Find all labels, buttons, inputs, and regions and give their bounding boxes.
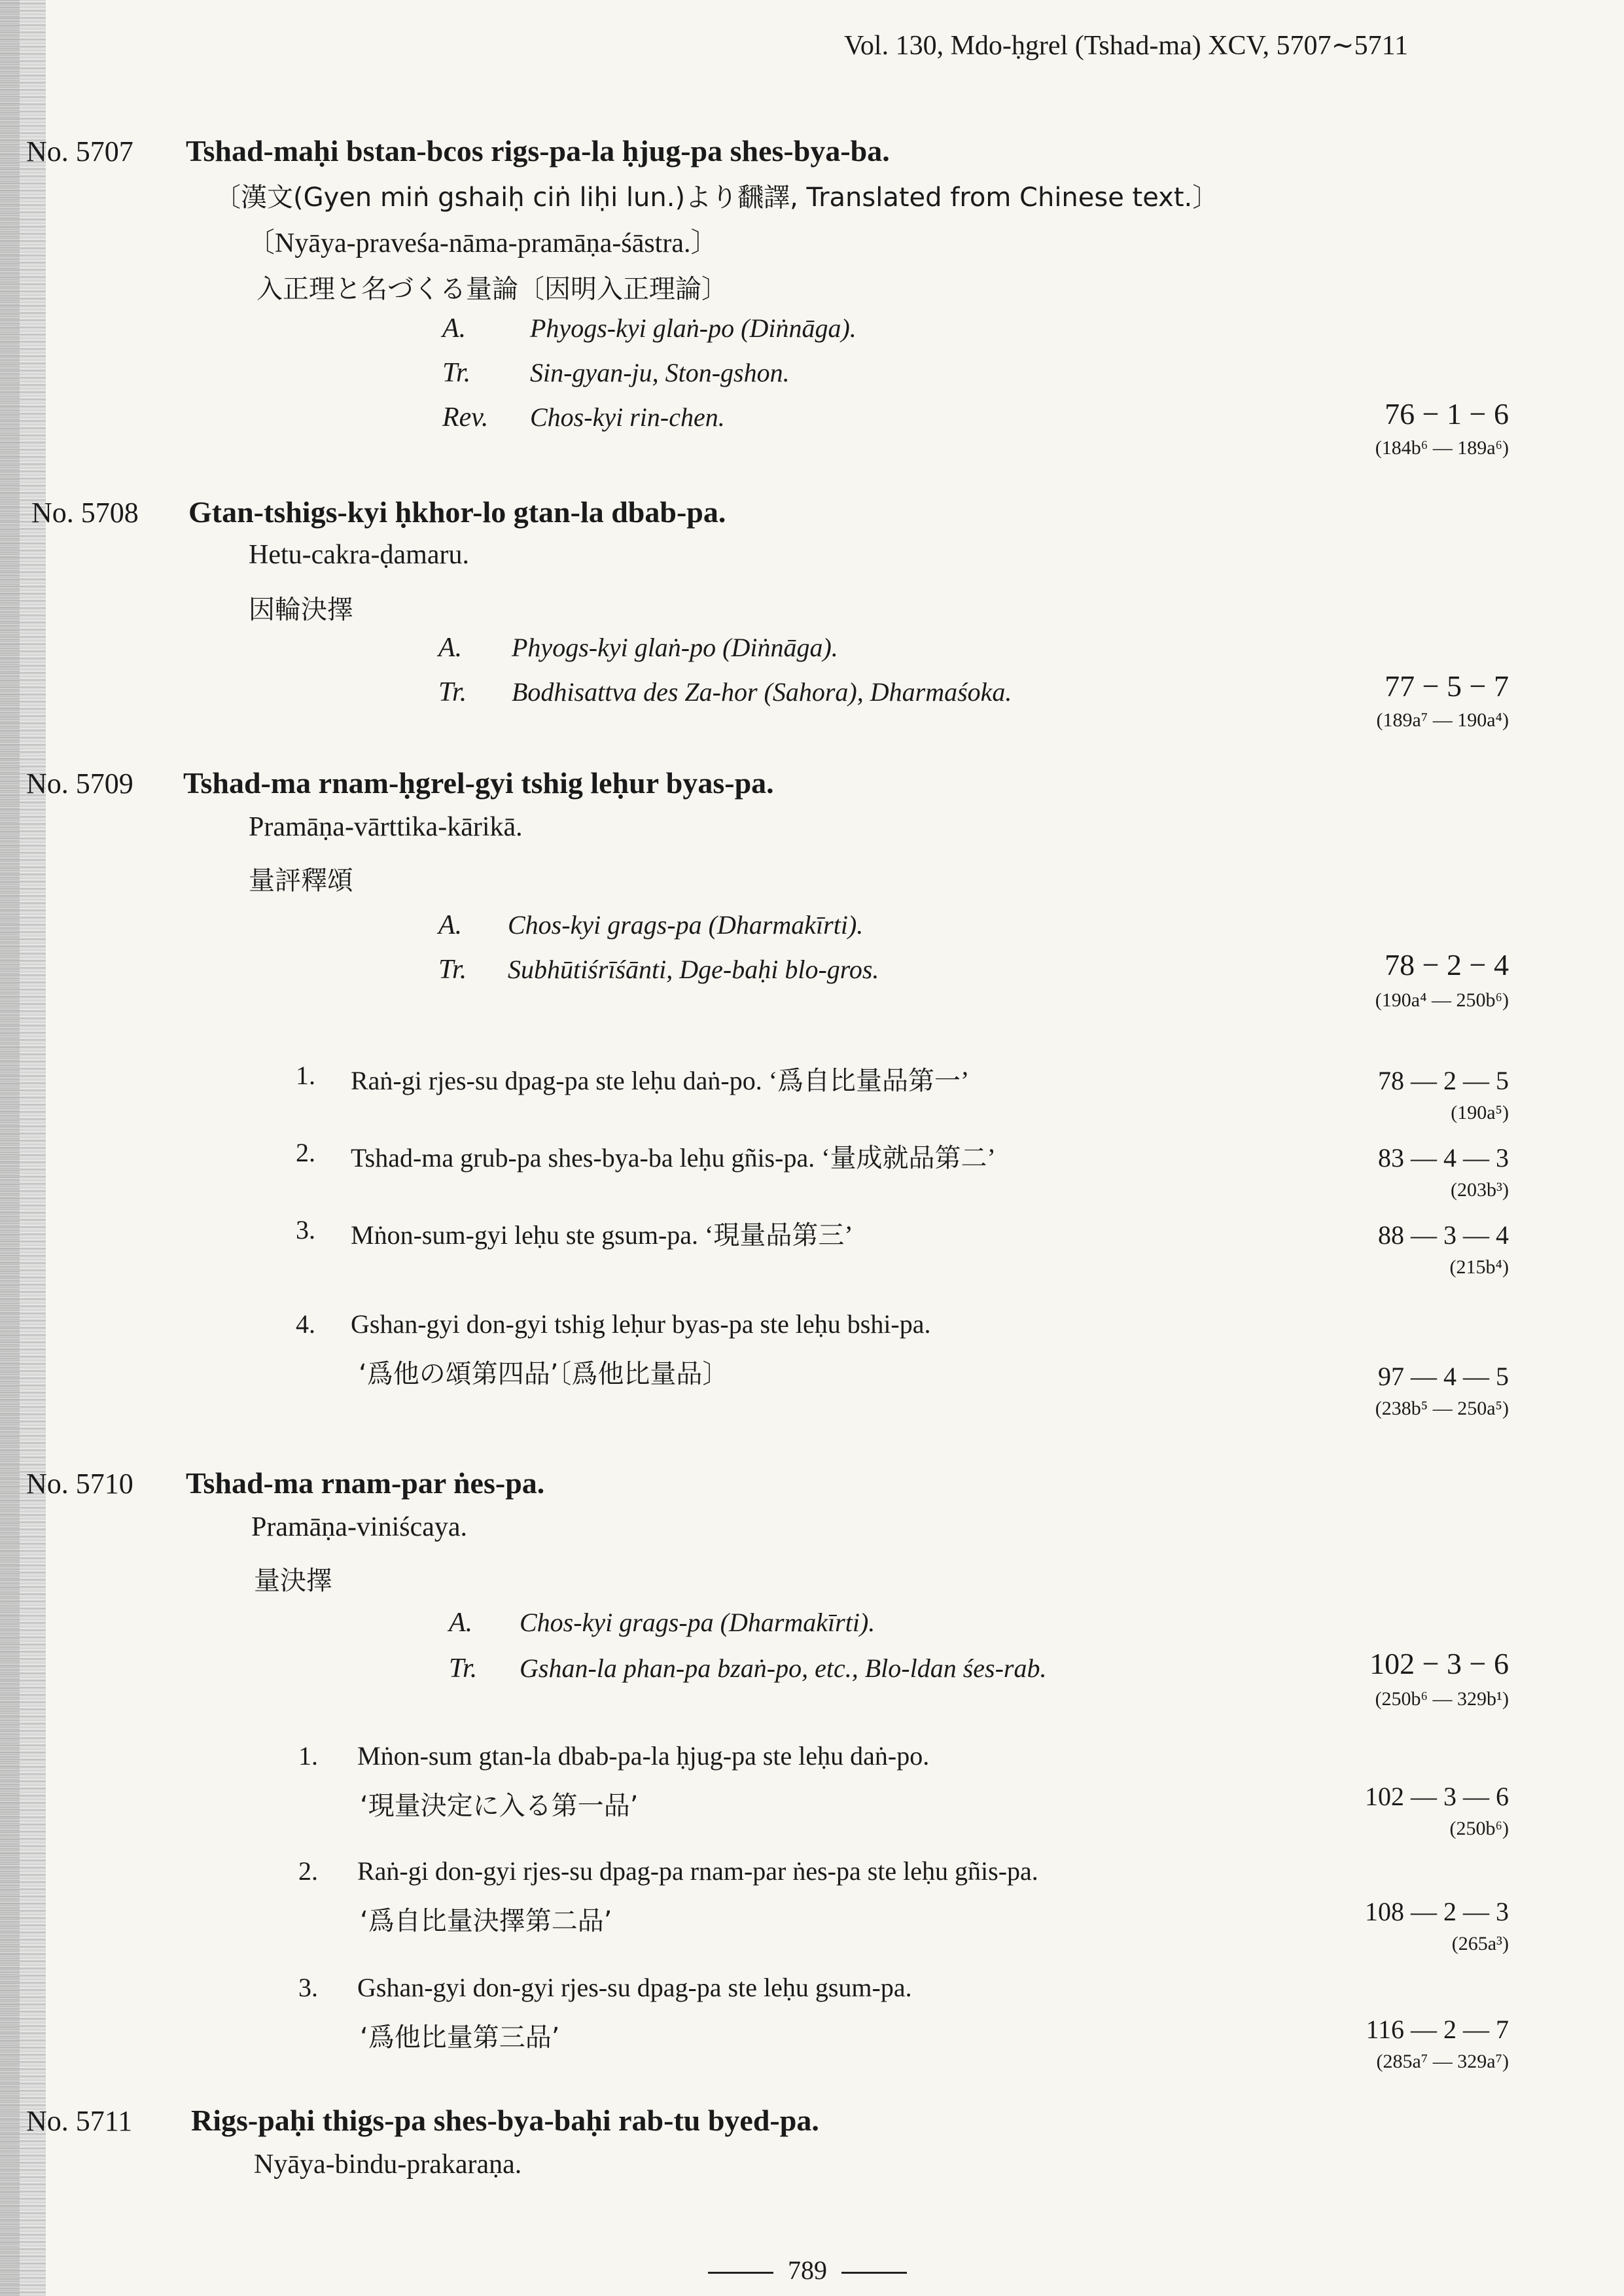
chapter-reference: 102 — 3 — 6: [1365, 1782, 1509, 1811]
chapter-japanese: ‘爲自比量決擇第二品’: [360, 1906, 612, 1936]
credit-value: Chos-kyi grags-pa (Dharmakīrti).: [520, 1608, 875, 1637]
translation-note: 〔漢文(Gyen miṅ gshaiḥ ciṅ liḥi lun.)より飜譯, Translated from Chinese text.〕: [215, 183, 1219, 213]
credit-value: Phyogs-kyi glaṅ-po (Diṅnāga).: [530, 313, 856, 343]
chapter-folio: (265a³): [1451, 1933, 1509, 1954]
japanese-title: 量決擇: [254, 1566, 332, 1596]
credit-label: Tr.: [438, 677, 467, 707]
chapter-title: Raṅ-gi don-gyi rjes-su dpag-pa rnam-par ṅes-pa ste leḥu gñis-pa.: [357, 1856, 1038, 1886]
chapter-title: Mṅon-sum-gyi leḥu ste gsum-pa. ‘現量品第三’: [351, 1220, 853, 1250]
chapter-japanese: ‘爲他の頌第四品’〔爲他比量品〕: [359, 1359, 729, 1389]
chapter-title: Mṅon-sum gtan-la dbab-pa-la ḥjug-pa ste leḥu daṅ-po.: [357, 1741, 930, 1771]
entry-title: Tshad-ma rnam-ḥgrel-gyi tshig leḥur byas-pa.: [183, 766, 774, 800]
chapter-number: 3.: [296, 1215, 315, 1245]
chapter-number: 2.: [298, 1856, 318, 1886]
chapter-title: Gshan-gyi don-gyi rjes-su dpag-pa ste leḥu gsum-pa.: [357, 1973, 912, 2002]
sanskrit-title: Pramāṇa-vārttika-kārikā.: [249, 812, 523, 842]
chapter-reference: 78 — 2 — 5: [1378, 1066, 1509, 1095]
chapter-number: 3.: [298, 1973, 318, 2002]
chapter-folio: (203b³): [1451, 1179, 1509, 1201]
footer-rule-right: [841, 2272, 907, 2274]
page-footer: [694, 2255, 921, 2286]
credit-label: A.: [438, 633, 463, 663]
chapter-folio: (285a⁷ — 329a⁷): [1376, 2051, 1509, 2072]
entry-title: Gtan-tshigs-kyi ḥkhor-lo gtan-la dbab-pa.: [188, 495, 726, 529]
chapter-number: 1.: [298, 1741, 318, 1771]
chapter-number: 2.: [296, 1138, 315, 1167]
credit-value: Phyogs-kyi glaṅ-po (Diṅnāga).: [512, 633, 838, 662]
entry-number: No. 5709: [26, 768, 133, 800]
chapter-title: Raṅ-gi rjes-su dpag-pa ste leḥu daṅ-po. ‘爲自比量品第一’: [351, 1066, 970, 1095]
chapter-folio: (238b⁵ — 250a⁵): [1375, 1398, 1509, 1419]
chapter-folio: (215b⁴): [1449, 1256, 1509, 1278]
credit-value: Subhūtiśrīśānti, Dge-baḥi blo-gros.: [508, 955, 879, 984]
entry-title: Tshad-maḥi bstan-bcos rigs-pa-la ḥjug-pa shes-bya-ba.: [186, 134, 890, 168]
entry-number: No. 5707: [26, 135, 133, 168]
credit-value: Sin-gyan-ju, Ston-gshon.: [530, 358, 790, 387]
chapter-reference: 97 — 4 — 5: [1378, 1362, 1509, 1391]
chapter-reference: 108 — 2 — 3: [1365, 1897, 1509, 1926]
running-header: Vol. 130, Mdo-ḥgrel (Tshad-ma) XCV, 5707∼5711: [844, 31, 1409, 61]
folio-range: (189a⁷ — 190a⁴): [1376, 709, 1509, 731]
folio-range: (184b⁶ — 189a⁶): [1375, 437, 1509, 459]
credit-label: A.: [449, 1608, 473, 1638]
credit-label: Tr.: [438, 955, 467, 985]
japanese-title: 量評釋頌: [249, 866, 353, 896]
chapter-folio: (250b⁶): [1449, 1818, 1509, 1839]
credit-value: Gshan-la phan-pa bzaṅ-po, etc., Blo-ldan śes-rab.: [520, 1653, 1047, 1683]
credit-value: Chos-kyi rin-chen.: [530, 402, 725, 432]
folio-range: (250b⁶ — 329b¹): [1375, 1688, 1509, 1710]
sanskrit-title: 〔Nyāya-praveśa-nāma-pramāṇa-śāstra.〕: [247, 228, 718, 258]
chapter-reference: 116 — 2 — 7: [1366, 2015, 1509, 2044]
binding-shadow: [0, 0, 46, 2296]
page-number: 789: [788, 2255, 827, 2285]
chapter-number: 1.: [296, 1061, 315, 1090]
entry-title: Rigs-paḥi thigs-pa shes-bya-baḥi rab-tu byed-pa.: [191, 2104, 819, 2137]
chapter-folio: (190a⁵): [1451, 1102, 1509, 1123]
entry-number: No. 5708: [31, 497, 139, 529]
japanese-title: 因輪決擇: [249, 595, 353, 625]
folio-range: (190a⁴ — 250b⁶): [1375, 989, 1509, 1011]
chapter-title: Tshad-ma grub-pa shes-bya-ba leḥu gñis-pa. ‘量成就品第二’: [351, 1143, 996, 1173]
credit-label: Tr.: [442, 358, 471, 388]
entry-number: No. 5710: [26, 1468, 133, 1500]
chapter-japanese: ‘爲他比量第三品’: [360, 2022, 560, 2053]
credit-value: Chos-kyi grags-pa (Dharmakīrti).: [508, 910, 864, 940]
credit-label: A.: [442, 313, 467, 344]
chapter-reference: 83 — 4 — 3: [1378, 1143, 1509, 1173]
volume-reference: 76 − 1 − 6: [1385, 397, 1509, 431]
sanskrit-title: Hetu-cakra-ḍamaru.: [249, 540, 469, 570]
entry-title: Tshad-ma rnam-par ṅes-pa.: [186, 1466, 545, 1500]
sanskrit-title: Pramāṇa-viniścaya.: [251, 1512, 468, 1542]
credit-label: Tr.: [449, 1653, 478, 1684]
chapter-reference: 88 — 3 — 4: [1378, 1220, 1509, 1250]
entry-number: No. 5711: [26, 2105, 133, 2137]
sanskrit-title: Nyāya-bindu-prakaraṇa.: [254, 2149, 522, 2180]
footer-rule-left: [708, 2272, 773, 2274]
credit-label: A.: [438, 910, 463, 940]
japanese-title: 入正理と名づくる量論〔因明入正理論〕: [256, 274, 728, 304]
volume-reference: 78 − 2 − 4: [1385, 948, 1509, 981]
chapter-number: 4.: [296, 1309, 315, 1339]
volume-reference: 102 − 3 − 6: [1369, 1647, 1509, 1680]
credit-label: Rev.: [442, 402, 489, 433]
chapter-japanese: ‘現量決定に入る第一品’: [360, 1791, 639, 1821]
credit-value: Bodhisattva des Za-hor (Sahora), Dharmaśoka.: [512, 677, 1012, 707]
volume-reference: 77 − 5 − 7: [1385, 669, 1509, 703]
chapter-title: Gshan-gyi don-gyi tshig leḥur byas-pa ste leḥu bshi-pa.: [351, 1309, 931, 1339]
